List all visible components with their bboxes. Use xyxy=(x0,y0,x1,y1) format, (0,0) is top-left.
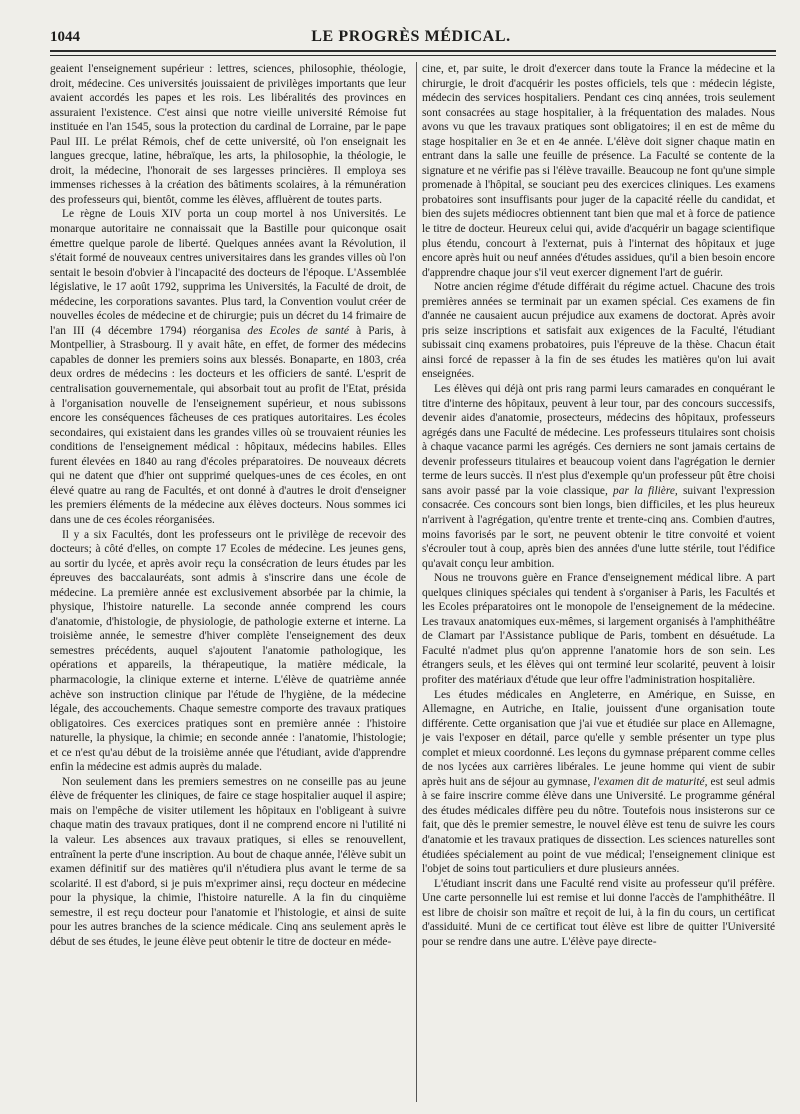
header-rule-thin xyxy=(50,55,776,56)
paragraph: Nous ne trouvons guère en France d'enseignement médical libre. A part quelques cliniques spéciales qui tendent à s'organiser à Paris, les Facultés et les Ecoles préparatoires ont le monopole de l'enseignement de la médecine. Les travaux anatomiques eux-mêmes, si largement organisés à l'amphithéâtre de Clamart par l'Assistance publique de Paris, tombent en désuétude. La Faculté n'admet plus qu'on apprenne l'anatomie hors de son sein. Les étrangers seuls, et les élèves qui ont terminé leur scolarité, peuvent à loisir profiter des matériaux d'étude que leur offre l'administration hospitalière. xyxy=(422,572,775,686)
paragraph: Il y a six Facultés, dont les professeurs ont le privilège de recevoir des docteurs; à côté d'elles, on compte 17 Ecoles de médecine. Les jeunes gens, au sortir du lycée, et après avoir reçu la consécration de leurs études par les épreuves des baccalauréats, sont admis à s'inscrire dans une école de médecine. La première année est exclusivement absorbée par la chimie, la physique, l'histoire naturelle. La seconde année comprend les cours d'anatomie, d'histologie, de physiologie, de pathologie externe et interne. La troisième année, le semestre d'hiver complète l'enseignement des deux semestres précédents, auquel s'ajoutent l'anatomie pathologique, les opérations et appareils, la thérapeutique, la matière médicale, la pharmacologie, la clinique externe et interne. L'élève de quatrième année achève son instruction clinique par l'étude de l'hygiène, de la médecine légale, des accouchements. Chaque semestre comporte des travaux pratiques obligatoires. Ces exercices pratiques sont en première année : l'histoire naturelle, la physique, la chimie; en seconde année : l'anatomie, l'histologie; et ce n'est qu'au début de la troisième année que l'étudiant, avide d'apprendre enfin la médecine est admis auprès du malade. xyxy=(50,528,406,774)
header-rule-thick xyxy=(50,50,776,52)
italic-phrase: par la filière, xyxy=(613,484,678,497)
paragraph: Les élèves qui déjà ont pris rang parmi leurs camarades en conquérant le titre d'interne des hôpitaux, peuvent à leur tour, par des concours successifs, devenir aides d'anatomie, prosecteurs, médecins des hôpitaux, professeurs agrégés dans une Faculté de médecine. Les professeurs titulaires sont choisis à chaque vacance parmi les agrégés. Ces derniers ne sont jamais certains de devenir professeurs titulaires et beaucoup voient dans l'agrégation le dernier terme de leurs succès. Il n'est plus d'exemple qu'un professeur pût être choisi sans avoir passé par la voie classique, par la filière, suivant l'expression consacrée. Ces concours sont bien longs, bien difficiles, et les plus heureux n'arrivent à l'agrégation, qu'entre trente et trente-cinq ans. Combien d'autres, moins favorisés par le sort, ne peuvent obtenir le titre convoité et voient s'écrouler tout à coup, après bien des années d'une lutte stérile, tout l'édifice qu'avait conçu leur ambition. xyxy=(422,383,775,570)
paragraph: Les études médicales en Angleterre, en Amérique, en Suisse, en Allemagne, en Autriche, en Italie, jouissent d'une organisation toute différente. Cette organisation que j'ai vue et étudiée sur place en Allemagne, je vais l'exposer en détail, parce qu'elle y semble présenter un type plus complet et mieux coordonné. Les leçons du gymnase préparent comme celles de nos lycées aux carrières libérales. Le jeune homme qui vient de subir après huit ans de séjour au gymnase, l'examen dit de maturité, est seul admis à se faire inscrire comme élève dans une Université. Le programme général des études médicales diffère peu du nôtre. Toutefois nous insisterons sur ce fait, que dès le premier semestre, le nouvel élève est tenu de suivre les cours d'anatomie et les travaux pratiques de dissection. Les sciences naturelles sont étudiées spécialement au point de vue médical; l'enseignement clinique est l'objet de soins tout particuliers et dure plusieurs années. xyxy=(422,688,775,876)
italic-phrase: l'examen dit de maturité, xyxy=(593,775,708,788)
italic-phrase: des Ecoles de santé xyxy=(247,324,349,337)
paragraph: Non seulement dans les premiers semestres on ne conseille pas au jeune élève de fréquenter les cliniques, de faire ce stage hospitalier auquel il aspire; mais on l'empêche de visiter utilement les hôpitaux en l'obligeant à suivre chaque matin des travaux pratiques, dont il ne comprend encore ni l'utilité ni la valeur. Les absences aux travaux pratiques, si elles se renouvellent, entraînent la perte d'une inscription. Au bout de chaque année, l'élève subit un examen définitif sur des matières qu'il n'étudiera plus avant le terme de sa scolarité. Il est d'abord, si je puis m'exprimer ainsi, reçu docteur en médecine pour la physique, la chimie, l'histoire naturelle. A la fin du cinquième semestre, il est reçu docteur pour l'anatomie et l'histologie, et ainsi de suite pour les autres branches de la science médicale. Cinq ans seulement après le début de ses études, le jeune élève peut obtenir le titre de docteur en méde- xyxy=(50,775,406,948)
column-divider xyxy=(416,62,417,1102)
paragraph: cine, et, par suite, le droit d'exercer dans toute la France la médecine et la chirurgie, le droit d'acquérir les postes officiels, tels que : médecin légiste, médecin des services hospitaliers. Pendant ces cinq années, trois seulement sont consacrées au stage hospitalier, à la fréquentation des malades. Nous avons vu que les travaux pratiques sont obligatoires; il en est de même du stage hospitalier en 3e et en 4e année. L'élève doit signer chaque matin en entrant dans la salle une feuille de présence. La Faculté se contente de la signature et ne vérifie pas si l'élève travaille. Beaucoup ne font qu'une simple promenade à l'hôpital, se souciant peu des exercices cliniques. Les examens probatoires sont insuffisants pour juger de la capacité réelle du candidat, et bien des sujets médiocres obtiennent tant bien que mal et à force de patience le titre de docteur. Heureux celui qui, avide d'acquérir un bagage scientifique plus étendu, concourt à l'externat, puis à l'internat des hôpitaux et juge encore après huit ou neuf années d'études assidues, qu'il a bien besoin encore d'apprendre chaque jour s'il veut exercer dignement l'art de guérir. xyxy=(422,63,775,279)
paragraph: Le règne de Louis XIV porta un coup mortel à nos Universités. Le monarque autoritaire ne connaissait que la Bastille pour quiconque osait émettre quelque parole de liberté. Quelques années avant la Révolution, il s'était formé de nouveaux centres universitaires dans les grandes villes où l'on sentait le besoin d'obvier à l'incapacité des docteurs de l'époque. L'Assemblée législative, le 17 août 1792, supprima les Universités, la Faculté de droit, de médecine, les corporations savantes. Plus tard, la Convention voulut créer de nouvelles écoles de médecine et de chirurgie; puis un décret du 14 frimaire de l'an III (4 décembre 1794) réorganisa des Ecoles de santé à Paris, à Montpellier, à Strasbourg. Il y avait hâte, en effet, de former des médecins capables de donner les premiers soins aux blessés. Bonaparte, en 1803, créa deux ordres de médecins : les docteurs et les officiers de santé. L'esprit de centralisation gouvernementale, qui absorbait tout au profit de l'Etat, présida à l'organisation nouvelle de l'enseignement supérieur, et nous subissons encore les conséquences fâcheuses de ces pratiques autoritaires. Les écoles secondaires, qui existaient dans les grandes villes où se trouvaient réunies les conditions de l'enseignement médical : hôpitaux, médecins habiles. Elles furent élevées en 1840 au rang d'écoles préparatoires. De nouveaux décrets qui ne datent que d'hier ont supprimé quelques-unes de ces écoles, en ont élevé quatre au rang de Facultés, et ont donné à d'autres le droit d'enseigner les premiers éléments de la médecine aux élèves docteurs. Nous sommes ici dans une de ces écoles réorganisées. xyxy=(50,208,406,526)
page-header xyxy=(50,26,772,50)
left-column xyxy=(50,62,406,1108)
page-number: 1044 xyxy=(50,29,80,45)
paragraph: L'étudiant inscrit dans une Faculté rend visite au professeur qu'il préfère. Une carte personnelle lui est remise et lui donne l'accès de l'amphithéâtre. Il est libre de choisir son maître et reçoit de lui, à la fin du cours, un certificat d'assiduité. Muni de ce certificat tout élève est libre de quitter l'Université pour se rendre dans une autre. L'élève paye directe- xyxy=(422,877,775,948)
right-column xyxy=(422,62,775,1108)
running-title: LE PROGRÈS MÉDICAL. xyxy=(311,28,511,45)
paragraph: Notre ancien régime d'étude différait du régime actuel. Chacune des trois premières années se terminait par un examen spécial. Ces examens de fin d'année ne causaient aucun préjudice aux examens de doctorat. Après avoir pris seize inscriptions et satisfait aux exigences de la Faculté, l'étudiant subissait cinq examens probatoires, puis l'épreuve de la thèse. Chacun était ainsi forcé de repasser à la fin de ses études les matières qu'on lui avait enseignées. xyxy=(422,281,775,381)
paragraph: geaient l'enseignement supérieur : lettres, sciences, philosophie, théologie, droit, médecine. Ces universités jouissaient de privilèges importants que leur avaient accordés les papes et les rois. Les libéralités des provinces en assuraient l'existence. C'est ainsi que notre vieille université Rémoise fut instituée en l'an 1545, sous la protection du cardinal de Lorraine, par le pape Paul III. Le prélat Rémois, chef de cette université, où l'on enseignait les langues grecque, latine, hébraïque, les arts, la philosophie, la théologie, le droit, la médecine, l'honorait de ses largesses princières. Il employa ses immenses richesses à la création des bâtiments scolaires, à la rémunération des professeurs qui, bientôt, comme les élèves, affluèrent de toutes parts. xyxy=(50,63,406,206)
